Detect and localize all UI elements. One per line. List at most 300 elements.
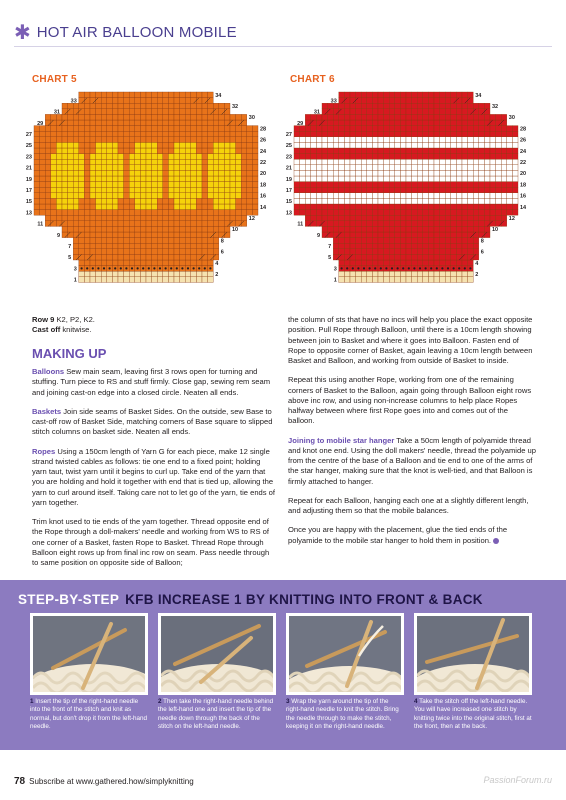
chart-cell: [356, 210, 362, 216]
row-number-right: 10: [232, 227, 239, 234]
chart-cell: [484, 193, 490, 199]
row-number-left: 27: [25, 131, 32, 138]
chart-cell: [389, 154, 395, 160]
chart-cell: [423, 114, 429, 120]
chart-cell: [384, 103, 390, 109]
chart-cell: [417, 92, 423, 98]
row-9-instruction: Row 9 K2, P2, K2. Cast off knitwise.: [32, 315, 95, 335]
chart-cell: [462, 221, 468, 227]
chart-cell: [384, 120, 390, 126]
chart-cell: [512, 170, 518, 176]
row-number-right: 4: [475, 260, 479, 267]
chart-cell: [440, 198, 446, 204]
chart-cell: [512, 165, 518, 171]
chart-cell: [440, 98, 446, 104]
chart-cell: [400, 120, 406, 126]
chart-cell: [473, 249, 479, 255]
chart-cell: [311, 148, 317, 154]
row-number-right: 28: [520, 126, 527, 133]
chart-cell: [316, 120, 322, 126]
chart-cell: [412, 126, 418, 132]
chart-cell: [417, 126, 423, 132]
chart-cell: [451, 182, 457, 188]
chart-cell: [440, 154, 446, 160]
chart-cell: [406, 204, 412, 210]
chart-cell: [473, 254, 479, 260]
chart-cell: [428, 193, 434, 199]
chart-cell: [501, 159, 507, 165]
chart-cell: [462, 148, 468, 154]
chart-cell: [428, 165, 434, 171]
chart-5-label: CHART 5: [32, 74, 77, 85]
chart-cell: [311, 131, 317, 137]
chart-cell: [417, 260, 423, 266]
chart-cell: [484, 159, 490, 165]
page-footer: [14, 776, 194, 787]
chart-cell: [305, 182, 311, 188]
chart-cell: [311, 204, 317, 210]
chart-cell: [339, 215, 345, 221]
chart-cell: [350, 159, 356, 165]
chart-cell: [501, 142, 507, 148]
chart-cell: [451, 260, 457, 266]
chart-cell: [440, 226, 446, 232]
chart-cell: [400, 126, 406, 132]
chart-cell: [412, 243, 418, 249]
chart-cell: [389, 103, 395, 109]
chart-cell: [445, 176, 451, 182]
chart-cell: [490, 165, 496, 171]
chart-cell: [462, 260, 468, 266]
chart-cell: [339, 249, 345, 255]
chart-cell: [367, 277, 373, 283]
chart-cell: [322, 221, 328, 227]
purl-dot: [413, 267, 415, 269]
chart-cell: [311, 182, 317, 188]
chart-cell: [412, 182, 418, 188]
chart-cell: [395, 131, 401, 137]
chart-cell: [412, 131, 418, 137]
chart-cell: [322, 148, 328, 154]
chart-cell: [462, 182, 468, 188]
chart-cell: [434, 221, 440, 227]
chart-cell: [389, 243, 395, 249]
chart-cell: [412, 159, 418, 165]
subscribe-link[interactable]: Subscribe at www.gathered.how/simplyknitting: [29, 777, 194, 786]
chart-cell: [378, 249, 384, 255]
chart-cell: [423, 182, 429, 188]
step-by-step-panel: [0, 580, 566, 750]
chart-cell: [384, 238, 390, 244]
chart-cell: [456, 210, 462, 216]
chart-cell: [445, 187, 451, 193]
chart-cell: [384, 260, 390, 266]
chart-cell: [417, 238, 423, 244]
chart-cell: [333, 114, 339, 120]
chart-cell: [367, 126, 373, 132]
chart-cell: [372, 243, 378, 249]
chart-cell: [361, 109, 367, 115]
row-number-left: 11: [297, 221, 304, 228]
chart-cell: [406, 277, 412, 283]
chart-cell: [412, 176, 418, 182]
chart-cell: [428, 126, 434, 132]
chart-cell: [300, 210, 306, 216]
chart-cell: [423, 254, 429, 260]
chart-cell: [372, 221, 378, 227]
chart-cell: [479, 176, 485, 182]
chart-cell: [417, 120, 423, 126]
chart-cell: [507, 193, 513, 199]
chart-cell: [417, 243, 423, 249]
chart-cell: [462, 109, 468, 115]
chart-cell: [417, 204, 423, 210]
chart-cell: [400, 176, 406, 182]
chart-cell: [490, 182, 496, 188]
chart-cell: [428, 159, 434, 165]
chart-cell: [316, 170, 322, 176]
chart-cell: [300, 137, 306, 143]
chart-cell: [451, 249, 457, 255]
chart-cell: [417, 193, 423, 199]
chart-cell: [400, 210, 406, 216]
chart-cell: [378, 170, 384, 176]
chart-cell: [361, 182, 367, 188]
chart-cell: [372, 98, 378, 104]
chart-cell: [428, 215, 434, 221]
chart-cell: [456, 154, 462, 160]
chart-cell: [428, 154, 434, 160]
chart-cell: [400, 187, 406, 193]
chart-cell: [378, 120, 384, 126]
row-number-left: 33: [330, 98, 337, 105]
chart-cell: [316, 187, 322, 193]
chart-cell: [384, 210, 390, 216]
chart-cell: [367, 92, 373, 98]
chart-cell: [456, 232, 462, 238]
chart-cell: [434, 126, 440, 132]
chart-cell: [389, 114, 395, 120]
chart-cell: [484, 176, 490, 182]
chart-cell: [451, 204, 457, 210]
chart-cell: [501, 187, 507, 193]
chart-cell: [445, 215, 451, 221]
chart-cell: [456, 271, 462, 277]
chart-cell: [361, 176, 367, 182]
chart-cell: [372, 254, 378, 260]
chart-cell: [339, 103, 345, 109]
chart-cell: [445, 193, 451, 199]
chart-cell: [412, 142, 418, 148]
chart-cell: [412, 148, 418, 154]
chart-cell: [378, 215, 384, 221]
chart-cell: [434, 260, 440, 266]
chart-cell: [456, 92, 462, 98]
chart-cell: [339, 120, 345, 126]
chart-cell: [356, 254, 362, 260]
chart-cell: [473, 210, 479, 216]
chart-cell: [339, 271, 345, 277]
chart-cell: [456, 103, 462, 109]
chart-cell: [372, 109, 378, 115]
row-number-left: 5: [328, 255, 332, 262]
chart-cell: [473, 204, 479, 210]
row-number-right: 18: [260, 182, 267, 189]
row-number-left: 23: [285, 154, 292, 161]
chart-cell: [434, 137, 440, 143]
chart-cell: [428, 148, 434, 154]
chart-cell: [501, 210, 507, 216]
chart-cell: [434, 254, 440, 260]
chart-cell: [462, 114, 468, 120]
chart-cell: [507, 198, 513, 204]
chart-cell: [395, 198, 401, 204]
purl-dot: [352, 267, 354, 269]
chart-cell: [423, 198, 429, 204]
chart-cell: [512, 159, 518, 165]
chart-cell: [417, 182, 423, 188]
chart-cell: [440, 92, 446, 98]
chart-cell: [328, 148, 334, 154]
chart-cell: [445, 154, 451, 160]
row-number-left: 3: [73, 266, 77, 273]
chart-cell: [507, 210, 513, 216]
chart-cell: [423, 187, 429, 193]
chart-cell: [468, 271, 474, 277]
chart-cell: [372, 226, 378, 232]
chart-cell: [344, 170, 350, 176]
chart-cell: [417, 277, 423, 283]
step-2-caption: 2 Then take the right-hand needle behind the left-hand one and insert the tip of the needle down through the back of the stitch on the left-hand needle.: [158, 698, 274, 730]
knitting-photo-icon: [33, 616, 148, 695]
chart-cell: [361, 198, 367, 204]
chart-cell: [451, 137, 457, 143]
chart-cell: [445, 204, 451, 210]
chart-cell: [333, 131, 339, 137]
step-3-caption: 3 Wrap the yarn around the tip of the right-hand needle to knit the stitch. Bring the needle through to make the stitch, keeping it on the right-hand needle.: [286, 698, 399, 730]
chart-cell: [300, 198, 306, 204]
chart-cell: [501, 215, 507, 221]
chart-cell: [406, 238, 412, 244]
purl-dot: [369, 267, 371, 269]
chart-cell: [378, 187, 384, 193]
chart-cell: [372, 92, 378, 98]
chart-cell: [428, 120, 434, 126]
chart-cell: [400, 271, 406, 277]
chart-cell: [417, 215, 423, 221]
chart-cell: [344, 154, 350, 160]
chart-cell: [462, 232, 468, 238]
chart-cell: [361, 154, 367, 160]
chart-cell: [406, 198, 412, 204]
chart-cell: [344, 277, 350, 283]
chart-cell: [372, 170, 378, 176]
chart-cell: [350, 137, 356, 143]
chart-cell: [395, 232, 401, 238]
chart-cell: [322, 204, 328, 210]
chart-cell: [501, 170, 507, 176]
chart-cell: [507, 142, 513, 148]
row-number-right: 34: [215, 92, 222, 99]
chart-cell: [389, 165, 395, 171]
chart-cell: [395, 137, 401, 143]
chart-cell: [344, 142, 350, 148]
chart-cell: [462, 98, 468, 104]
chart-cell: [456, 221, 462, 227]
chart-cell: [384, 254, 390, 260]
chart-cell: [417, 176, 423, 182]
chart-cell: [501, 114, 507, 120]
chart-cell: [294, 210, 300, 216]
chart-cell: [361, 159, 367, 165]
chart-cell: [484, 204, 490, 210]
chart-cell: [367, 271, 373, 277]
chart-cell: [384, 126, 390, 132]
chart-cell: [378, 198, 384, 204]
chart-6-label: CHART 6: [290, 74, 335, 85]
row-number-right: 8: [480, 238, 484, 245]
chart-cell: [350, 165, 356, 171]
chart-cell: [356, 165, 362, 171]
chart-cell: [484, 109, 490, 115]
chart-cell: [333, 226, 339, 232]
chart-cell: [473, 215, 479, 221]
chart-cell: [344, 204, 350, 210]
chart-cell: [322, 120, 328, 126]
chart-cell: [417, 142, 423, 148]
chart-cell: [496, 159, 502, 165]
paragraph-glue: Once you are happy with the placement, glue the tied ends of the polyamide to the mobile star hanger to hold them in position.: [288, 525, 508, 545]
chart-cell: [322, 226, 328, 232]
chart-cell: [367, 198, 373, 204]
chart-cell: [412, 137, 418, 143]
chart-cell: [468, 254, 474, 260]
chart-cell: [400, 204, 406, 210]
chart-cell: [367, 176, 373, 182]
chart-cell: [344, 182, 350, 188]
chart-cell: [384, 114, 390, 120]
chart-cell: [462, 215, 468, 221]
chart-cell: [428, 249, 434, 255]
chart-cell: [451, 232, 457, 238]
chart-cell: [428, 103, 434, 109]
chart-cell: [400, 103, 406, 109]
chart-cell: [367, 215, 373, 221]
chart-cell: [350, 182, 356, 188]
chart-cell: [406, 271, 412, 277]
chart-cell: [361, 114, 367, 120]
purl-dot: [447, 267, 449, 269]
chart-cell: [344, 176, 350, 182]
chart-cell: [445, 271, 451, 277]
chart-cell: [445, 165, 451, 171]
chart-cell: [406, 137, 412, 143]
chart-cell: [434, 198, 440, 204]
chart-cell: [322, 109, 328, 115]
chart-cell: [350, 198, 356, 204]
chart-cell: [456, 131, 462, 137]
chart-cell: [507, 170, 513, 176]
chart-cell: [406, 176, 412, 182]
chart-cell: [389, 109, 395, 115]
chart-cell: [372, 176, 378, 182]
step-by-step-heading: STEP-BY-STEP KFB INCREASE 1 BY KNITTING INTO FRONT & BACK: [18, 592, 483, 607]
chart-cell: [395, 271, 401, 277]
chart-cell: [395, 170, 401, 176]
chart-cell: [496, 126, 502, 132]
chart-cell: [300, 148, 306, 154]
row-number-left: 21: [25, 165, 32, 172]
chart-cell: [417, 98, 423, 104]
chart-cell: [378, 142, 384, 148]
chart-cell: [305, 148, 311, 154]
chart-cell: [328, 131, 334, 137]
chart-cell: [456, 159, 462, 165]
chart-cell: [501, 182, 507, 188]
chart-cell: [417, 131, 423, 137]
chart-cell: [400, 165, 406, 171]
chart-cell: [333, 148, 339, 154]
chart-cell: [389, 182, 395, 188]
chart-cell: [468, 215, 474, 221]
chart-cell: [445, 148, 451, 154]
chart-cell: [462, 271, 468, 277]
chart-cell: [512, 176, 518, 182]
chart-cell: [451, 98, 457, 104]
chart-cell: [434, 120, 440, 126]
chart-cell: [412, 165, 418, 171]
chart-cell: [305, 120, 311, 126]
chart-cell: [294, 159, 300, 165]
chart-6-grid: [0, 0, 566, 300]
chart-cell: [350, 131, 356, 137]
chart-cell: [339, 109, 345, 115]
chart-cell: [333, 238, 339, 244]
chart-cell: [316, 148, 322, 154]
chart-cell: [417, 210, 423, 216]
chart-cell: [361, 226, 367, 232]
chart-cell: [333, 187, 339, 193]
chart-cell: [462, 165, 468, 171]
chart-cell: [356, 176, 362, 182]
chart-cell: [384, 176, 390, 182]
chart-cell: [428, 176, 434, 182]
chart-cell: [344, 215, 350, 221]
chart-cell: [361, 260, 367, 266]
chart-cell: [412, 232, 418, 238]
chart-cell: [440, 254, 446, 260]
row-number-left: 11: [37, 221, 44, 228]
chart-cell: [440, 221, 446, 227]
chart-cell: [484, 187, 490, 193]
chart-cell: [456, 187, 462, 193]
purl-dot: [402, 267, 404, 269]
purl-dot: [385, 267, 387, 269]
chart-cell: [367, 187, 373, 193]
chart-cell: [372, 271, 378, 277]
chart-cell: [445, 120, 451, 126]
chart-cell: [501, 120, 507, 126]
row-number-right: 10: [492, 227, 499, 234]
chart-cell: [507, 182, 513, 188]
purl-dot: [419, 267, 421, 269]
chart-cell: [305, 154, 311, 160]
chart-cell: [372, 277, 378, 283]
chart-cell: [384, 170, 390, 176]
chart-cell: [468, 137, 474, 143]
chart-cell: [384, 232, 390, 238]
chart-cell: [428, 254, 434, 260]
